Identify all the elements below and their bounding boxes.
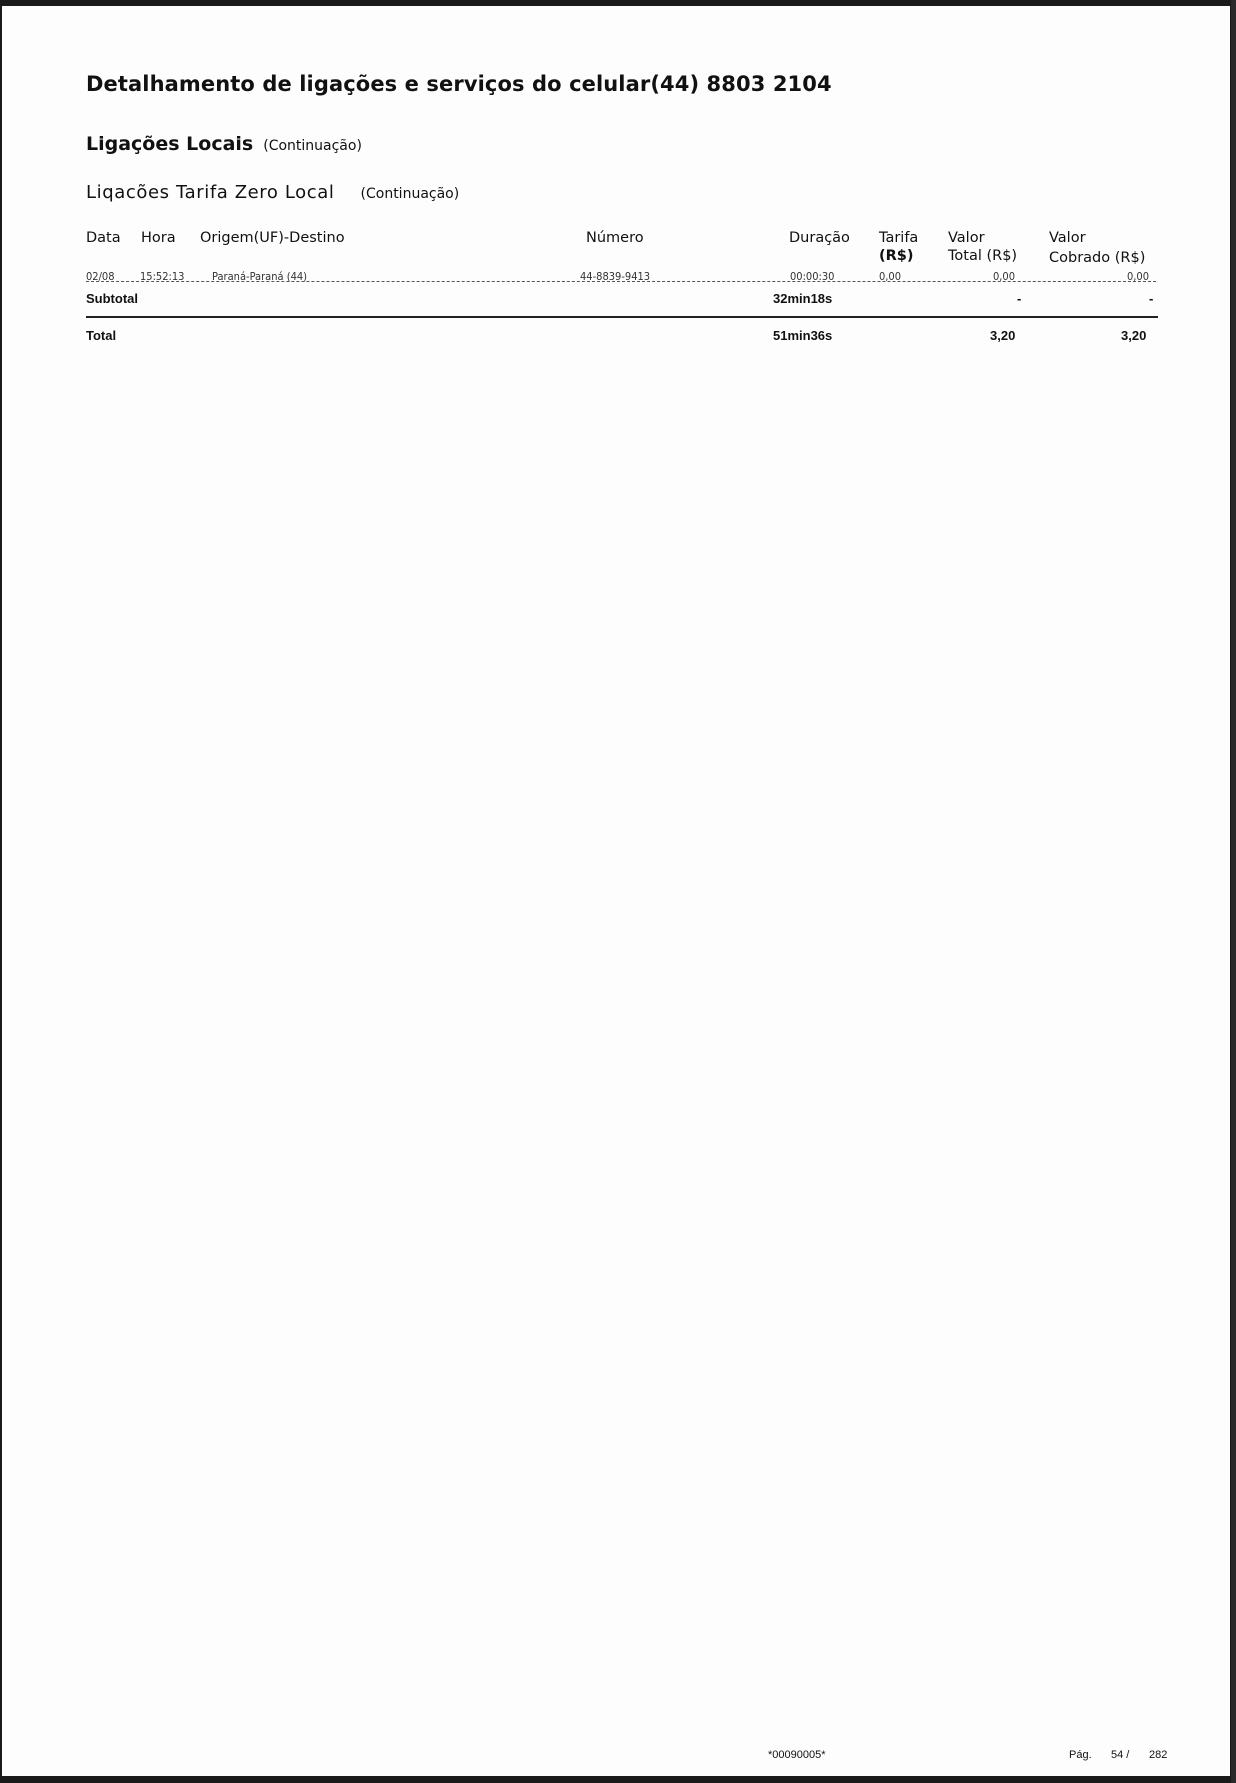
header-hora: Hora [141,230,176,246]
subsection-title [86,182,459,203]
section-title-text: Ligações Locais [86,133,254,155]
row-valor-cobrado: 0,00 [1127,270,1150,283]
subsection-title-text: Liqacões Tarifa Zero Local [86,182,335,203]
row-tarifa: 0,00 [879,270,902,283]
total-valor-total: 3,20 [990,328,1016,343]
footer-page-label: Pág. [1069,1749,1092,1761]
row-origem-destino: Paraná-Paraná (44) [212,270,308,283]
header-numero: Número [586,230,644,246]
footer-barcode-code: *00090005* [768,1749,826,1761]
header-valor-total: Valor [948,230,985,246]
header-data: Data [86,230,121,246]
total-duracao: 51min36s [773,328,833,343]
subtotal-valor-total: - [1017,291,1022,306]
subsection-continuation: (Continuação) [360,186,460,202]
header-valor-total-unit: Total (R$) [948,248,1018,264]
subtotal-valor-cobrado: - [1149,291,1154,306]
header-tarifa: Tarifa [879,230,919,246]
row-data: 02/08 [86,270,115,283]
total-divider [86,316,1158,318]
subtotal-duracao: 32min18s [773,291,833,306]
row-duracao: 00:00:30 [790,270,835,283]
section-continuation: (Continuação) [263,138,362,154]
footer-page-current: 54 / [1111,1749,1130,1761]
subtotal-label: Subtotal [86,291,138,306]
total-label: Total [86,328,117,343]
document-title: Detalhamento de ligações e serviços do celular(44) 8803 2104 [86,72,832,96]
row-numero: 44-8839-9413 [580,270,651,283]
section-title [86,133,362,155]
header-duracao: Duração [789,230,850,246]
header-tarifa-unit: (R$) [879,248,914,264]
row-valor-total: 0,00 [993,270,1016,283]
row-hora: 15:52:13 [140,270,185,283]
scan-edge [1231,0,1236,1783]
header-valor-cobrado-unit: Cobrado (R$) [1049,250,1146,266]
header-origem-destino: Origem(UF)-Destino [200,230,345,246]
total-valor-cobrado: 3,20 [1121,328,1147,343]
header-valor-cobrado: Valor [1049,230,1086,246]
footer-page-total: 282 [1149,1749,1168,1761]
